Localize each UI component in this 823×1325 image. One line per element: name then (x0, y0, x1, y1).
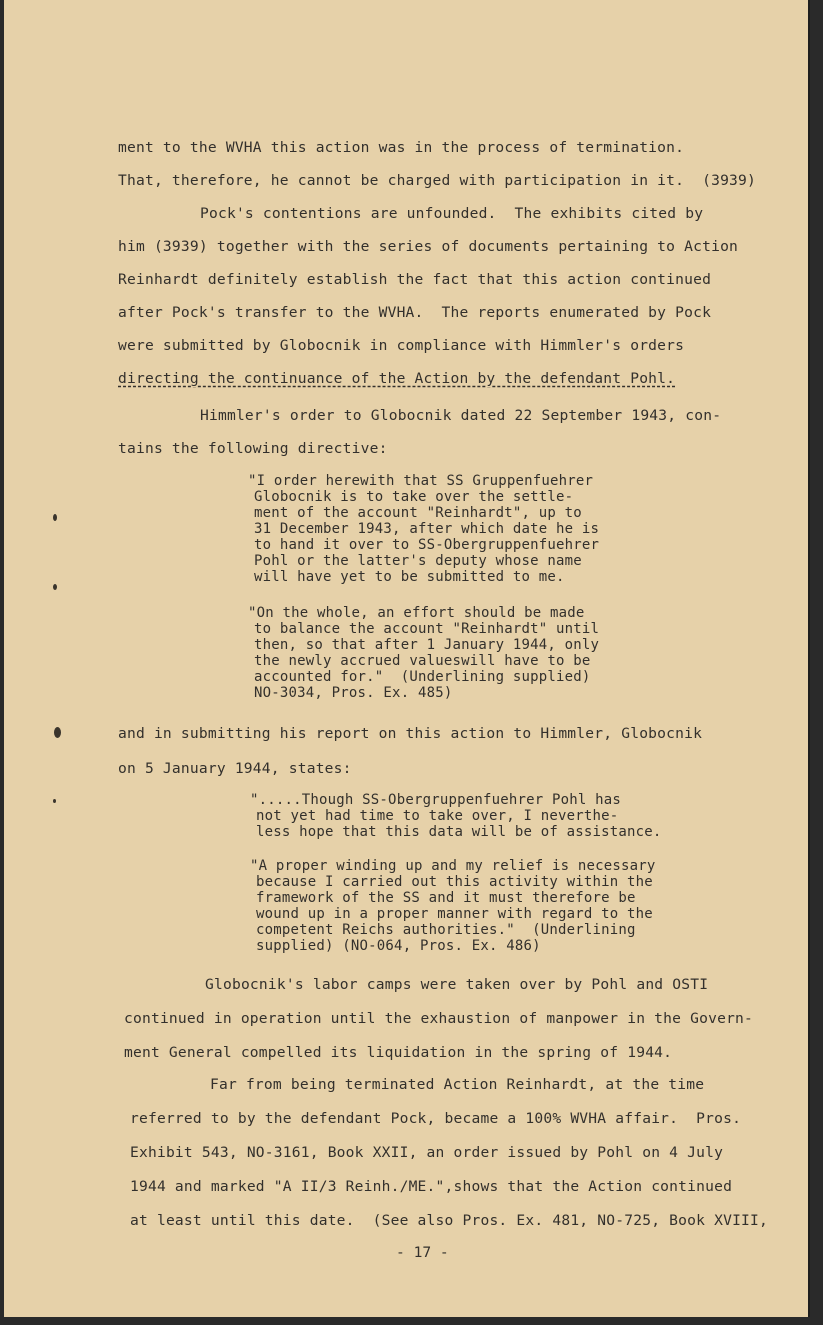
quote-1b-line-2: to balance the account "Reinhardt" until (254, 621, 600, 637)
quote-1a-line-1: "I order herewith that SS Gruppenfuehrer (248, 473, 594, 489)
quote-2b-line-3: framework of the SS and it must therefore be (256, 890, 636, 906)
paragraph-4-line-2: on 5 January 1944, states: (118, 760, 352, 777)
quote-1a-line-7: will have yet to be submitted to me. (254, 569, 565, 585)
margin-speck (53, 514, 57, 521)
document-page (4, 0, 808, 1317)
quote-1b-line-6: NO-3034, Pros. Ex. 485) (254, 685, 453, 701)
paragraph-6-line-3: Exhibit 543, NO-3161, Book XXII, an order issued by Pohl on 4 July (130, 1144, 724, 1161)
quote-2b-line-5: competent Reichs authorities." (Underlining (256, 922, 636, 938)
quote-1b-line-1: "On the whole, an effort should be made (248, 605, 585, 621)
paragraph-2-line-6-underlined: directing the continuance of the Action by the defendant Pohl. (118, 370, 676, 387)
paragraph-5-line-2: continued in operation until the exhaustion of manpower in the Govern- (124, 1010, 754, 1027)
margin-speck (54, 727, 61, 738)
quote-2a-line-2: not yet had time to take over, I neverthe- (256, 808, 619, 824)
paragraph-2-line-1: Pock's contentions are unfounded. The exhibits cited by (200, 205, 704, 222)
quote-2a-line-3: less hope that this data will be of assistance. (256, 824, 662, 840)
paragraph-5-line-3: ment General compelled its liquidation in the spring of 1944. (124, 1044, 673, 1061)
paragraph-2-line-5: were submitted by Globocnik in compliance with Himmler's orders (118, 337, 685, 354)
paragraph-2-line-4: after Pock's transfer to the WVHA. The reports enumerated by Pock (118, 304, 712, 321)
paragraph-5-line-1: Globocnik's labor camps were taken over by Pohl and OSTI (205, 976, 709, 993)
paragraph-1-line-2: That, therefore, he cannot be charged with participation in it. (3939) (118, 172, 757, 189)
quote-2b-line-4: wound up in a proper manner with regard to the (256, 906, 653, 922)
paragraph-1-line-1: ment to the WVHA this action was in the process of termination. (118, 139, 685, 156)
quote-1b-line-4: the newly accrued valueswill have to be (254, 653, 591, 669)
paragraph-6-line-1: Far from being terminated Action Reinhardt, at the time (210, 1076, 705, 1093)
paragraph-3-line-1: Himmler's order to Globocnik dated 22 September 1943, con- (200, 407, 722, 424)
quote-1a-line-2: Globocnik is to take over the settle- (254, 489, 574, 505)
quote-1b-line-5: accounted for." (Underlining supplied) (254, 669, 591, 685)
quote-2b-line-6: supplied) (NO-064, Pros. Ex. 486) (256, 938, 541, 954)
quote-1a-line-4: 31 December 1943, after which date he is (254, 521, 600, 537)
margin-speck (53, 584, 57, 590)
quote-1a-line-3: ment of the account "Reinhardt", up to (254, 505, 582, 521)
paragraph-6-line-4: 1944 and marked "A II/3 Reinh./ME.",shows that the Action continued (130, 1178, 733, 1195)
quote-1a-line-5: to hand it over to SS-Obergruppenfuehrer (254, 537, 600, 553)
paragraph-3-line-2: tains the following directive: (118, 440, 388, 457)
quote-1a-line-6: Pohl or the latter's deputy whose name (254, 553, 582, 569)
quote-1b-line-3: then, so that after 1 January 1944, only (254, 637, 600, 653)
paragraph-2-line-3: Reinhardt definitely establish the fact that this action continued (118, 271, 712, 288)
quote-2b-line-1: "A proper winding up and my relief is necessary (250, 858, 656, 874)
quote-2b-line-2: because I carried out this activity within the (256, 874, 653, 890)
paragraph-2-line-2: him (3939) together with the series of documents pertaining to Action (118, 238, 739, 255)
quote-2a-line-1: ".....Though SS-Obergruppenfuehrer Pohl has (250, 792, 622, 808)
paragraph-6-line-5: at least until this date. (See also Pros. Ex. 481, NO-725, Book XVIII, (130, 1212, 769, 1229)
page-number: - 17 - (396, 1244, 449, 1261)
paragraph-4-line-1: and in submitting his report on this action to Himmler, Globocnik (118, 725, 703, 742)
margin-speck (53, 799, 56, 803)
paragraph-6-line-2: referred to by the defendant Pock, became a 100% WVHA affair. Pros. (130, 1110, 742, 1127)
